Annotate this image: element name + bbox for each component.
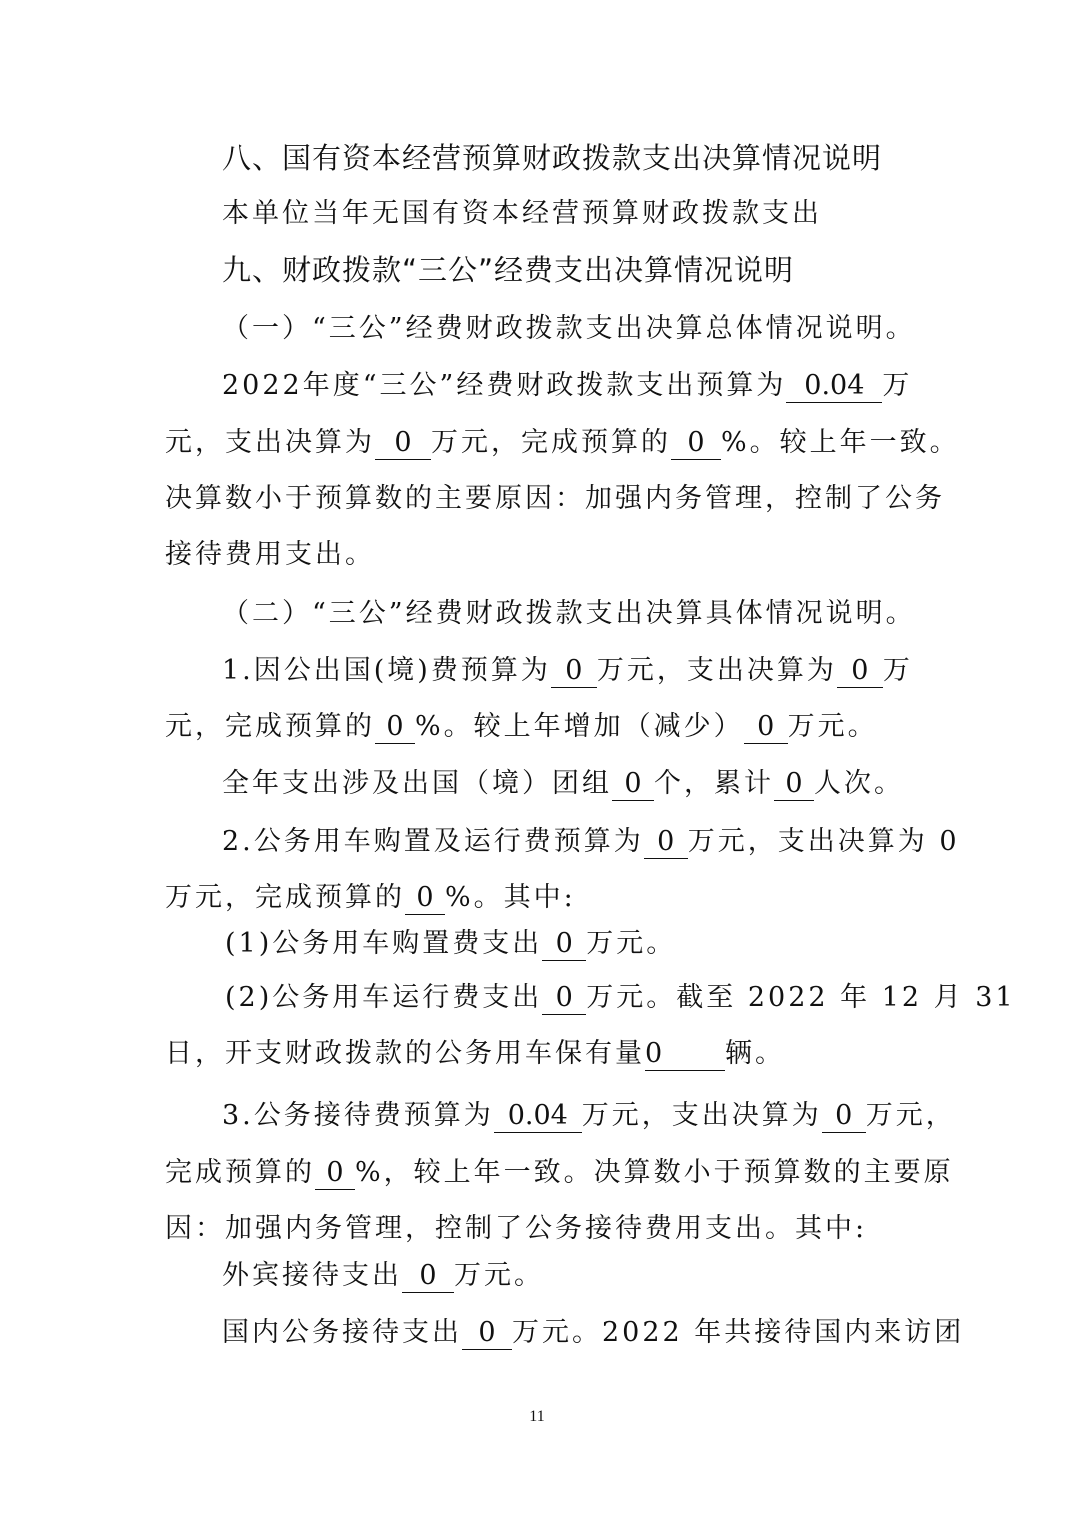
paragraph-line xyxy=(222,824,960,860)
filled-value: 0 xyxy=(671,427,721,460)
filled-value: 0 xyxy=(402,1260,454,1293)
text: (1)公务用车购置费支出 xyxy=(225,928,543,959)
paragraph-line xyxy=(165,1036,785,1072)
text: 万元。 xyxy=(787,711,878,742)
section-8-text: 本单位当年无国有资本经营预算财政拨款支出 xyxy=(222,198,822,229)
text: 1.因公出国(境)费预算为 xyxy=(222,655,551,686)
filled-value: 0 xyxy=(315,1157,355,1190)
text: 国内公务接待支出 xyxy=(222,1317,462,1348)
paragraph-line xyxy=(225,926,676,962)
text: 完成预算的 xyxy=(165,1157,315,1188)
filled-value: 0.04 xyxy=(494,1100,582,1133)
text: 万元，支出决算为 0 xyxy=(687,826,960,857)
filled-value: 0 xyxy=(551,655,597,688)
paragraph-line: 决算数小于预算数的主要原因：加强内务管理，控制了公务 xyxy=(165,483,945,514)
text: 人次。 xyxy=(814,768,904,799)
paragraph-line xyxy=(222,766,904,802)
filled-value: 0 xyxy=(462,1317,512,1350)
text: (2)公务用车运行费支出 xyxy=(225,982,543,1013)
filled-value: 0 xyxy=(375,427,431,460)
text: 2.公务用车购置及运行费预算为 xyxy=(222,826,644,857)
filled-value: 0 xyxy=(542,928,586,961)
page-number: 11 xyxy=(529,1408,545,1425)
text: 万元。截至 2022 年 12 月 31 xyxy=(586,982,1016,1013)
text: 辆。 xyxy=(725,1038,785,1069)
filled-value: 0.04 xyxy=(786,370,882,403)
text: 全年支出涉及出国（境）团组 xyxy=(222,768,612,799)
text: 万元。 xyxy=(586,928,677,959)
section-9-heading: 九、财政拨款“三公”经费支出决算情况说明 xyxy=(222,253,795,287)
paragraph-line xyxy=(165,425,960,461)
text: 2022年度“三公”经费财政拨款支出预算为 xyxy=(222,370,787,401)
paragraph-line xyxy=(222,1258,544,1294)
section-8-heading: 八、国有资本经营预算财政拨款支出决算情况说明 xyxy=(222,141,883,175)
filled-value: 0 xyxy=(405,882,445,915)
text: 万元，支出决算为 xyxy=(596,655,837,686)
paragraph-line xyxy=(222,653,913,689)
filled-value: 0 xyxy=(822,1100,866,1133)
text: 元，完成预算的 xyxy=(165,711,375,742)
filled-value: 0 xyxy=(644,826,688,859)
filled-value: 0 xyxy=(612,768,654,801)
paragraph-line xyxy=(225,980,1016,1016)
paragraph-line xyxy=(165,880,576,916)
filled-value: 0 xyxy=(645,1038,725,1071)
paragraph-line xyxy=(222,1315,964,1351)
text: 万元， xyxy=(865,1100,956,1131)
text: 日，开支财政拨款的公务用车保有量 xyxy=(165,1038,645,1069)
subsection-2-title: （二）“三公”经费财政拨款支出决算具体情况说明。 xyxy=(222,598,916,629)
paragraph-line xyxy=(165,709,878,745)
filled-value: 0 xyxy=(542,982,586,1015)
text: 万 xyxy=(882,655,913,686)
text: 万元。 xyxy=(454,1260,544,1291)
filled-value: 0 xyxy=(774,768,814,801)
text: %。较上年增加（减少） xyxy=(415,711,744,742)
text: 元，支出决算为 xyxy=(165,427,375,458)
filled-value: 0 xyxy=(375,711,415,744)
text: 万元，完成预算的 xyxy=(165,882,405,913)
text: 3.公务接待费预算为 xyxy=(222,1100,494,1131)
text: %。较上年一致。 xyxy=(721,427,960,458)
text: 万 xyxy=(882,370,913,401)
paragraph-line xyxy=(222,368,912,404)
paragraph-line xyxy=(222,1098,956,1134)
text: %，较上年一致。决算数小于预算数的主要原 xyxy=(355,1157,954,1188)
subsection-1-title: （一）“三公”经费财政拨款支出决算总体情况说明。 xyxy=(222,313,916,344)
text: 外宾接待支出 xyxy=(222,1260,402,1291)
text: 万元，完成预算的 xyxy=(431,427,671,458)
text: 万元，支出决算为 xyxy=(581,1100,822,1131)
text: 万元。2022 年共接待国内来访团 xyxy=(512,1317,965,1348)
paragraph-line: 接待费用支出。 xyxy=(165,539,375,570)
filled-value: 0 xyxy=(837,655,883,688)
filled-value: 0 xyxy=(744,711,788,744)
text: 个，累计 xyxy=(654,768,774,799)
text: %。其中: xyxy=(445,882,576,913)
paragraph-line: 因：加强内务管理，控制了公务接待费用支出。其中: xyxy=(165,1213,868,1244)
paragraph-line xyxy=(165,1155,954,1191)
